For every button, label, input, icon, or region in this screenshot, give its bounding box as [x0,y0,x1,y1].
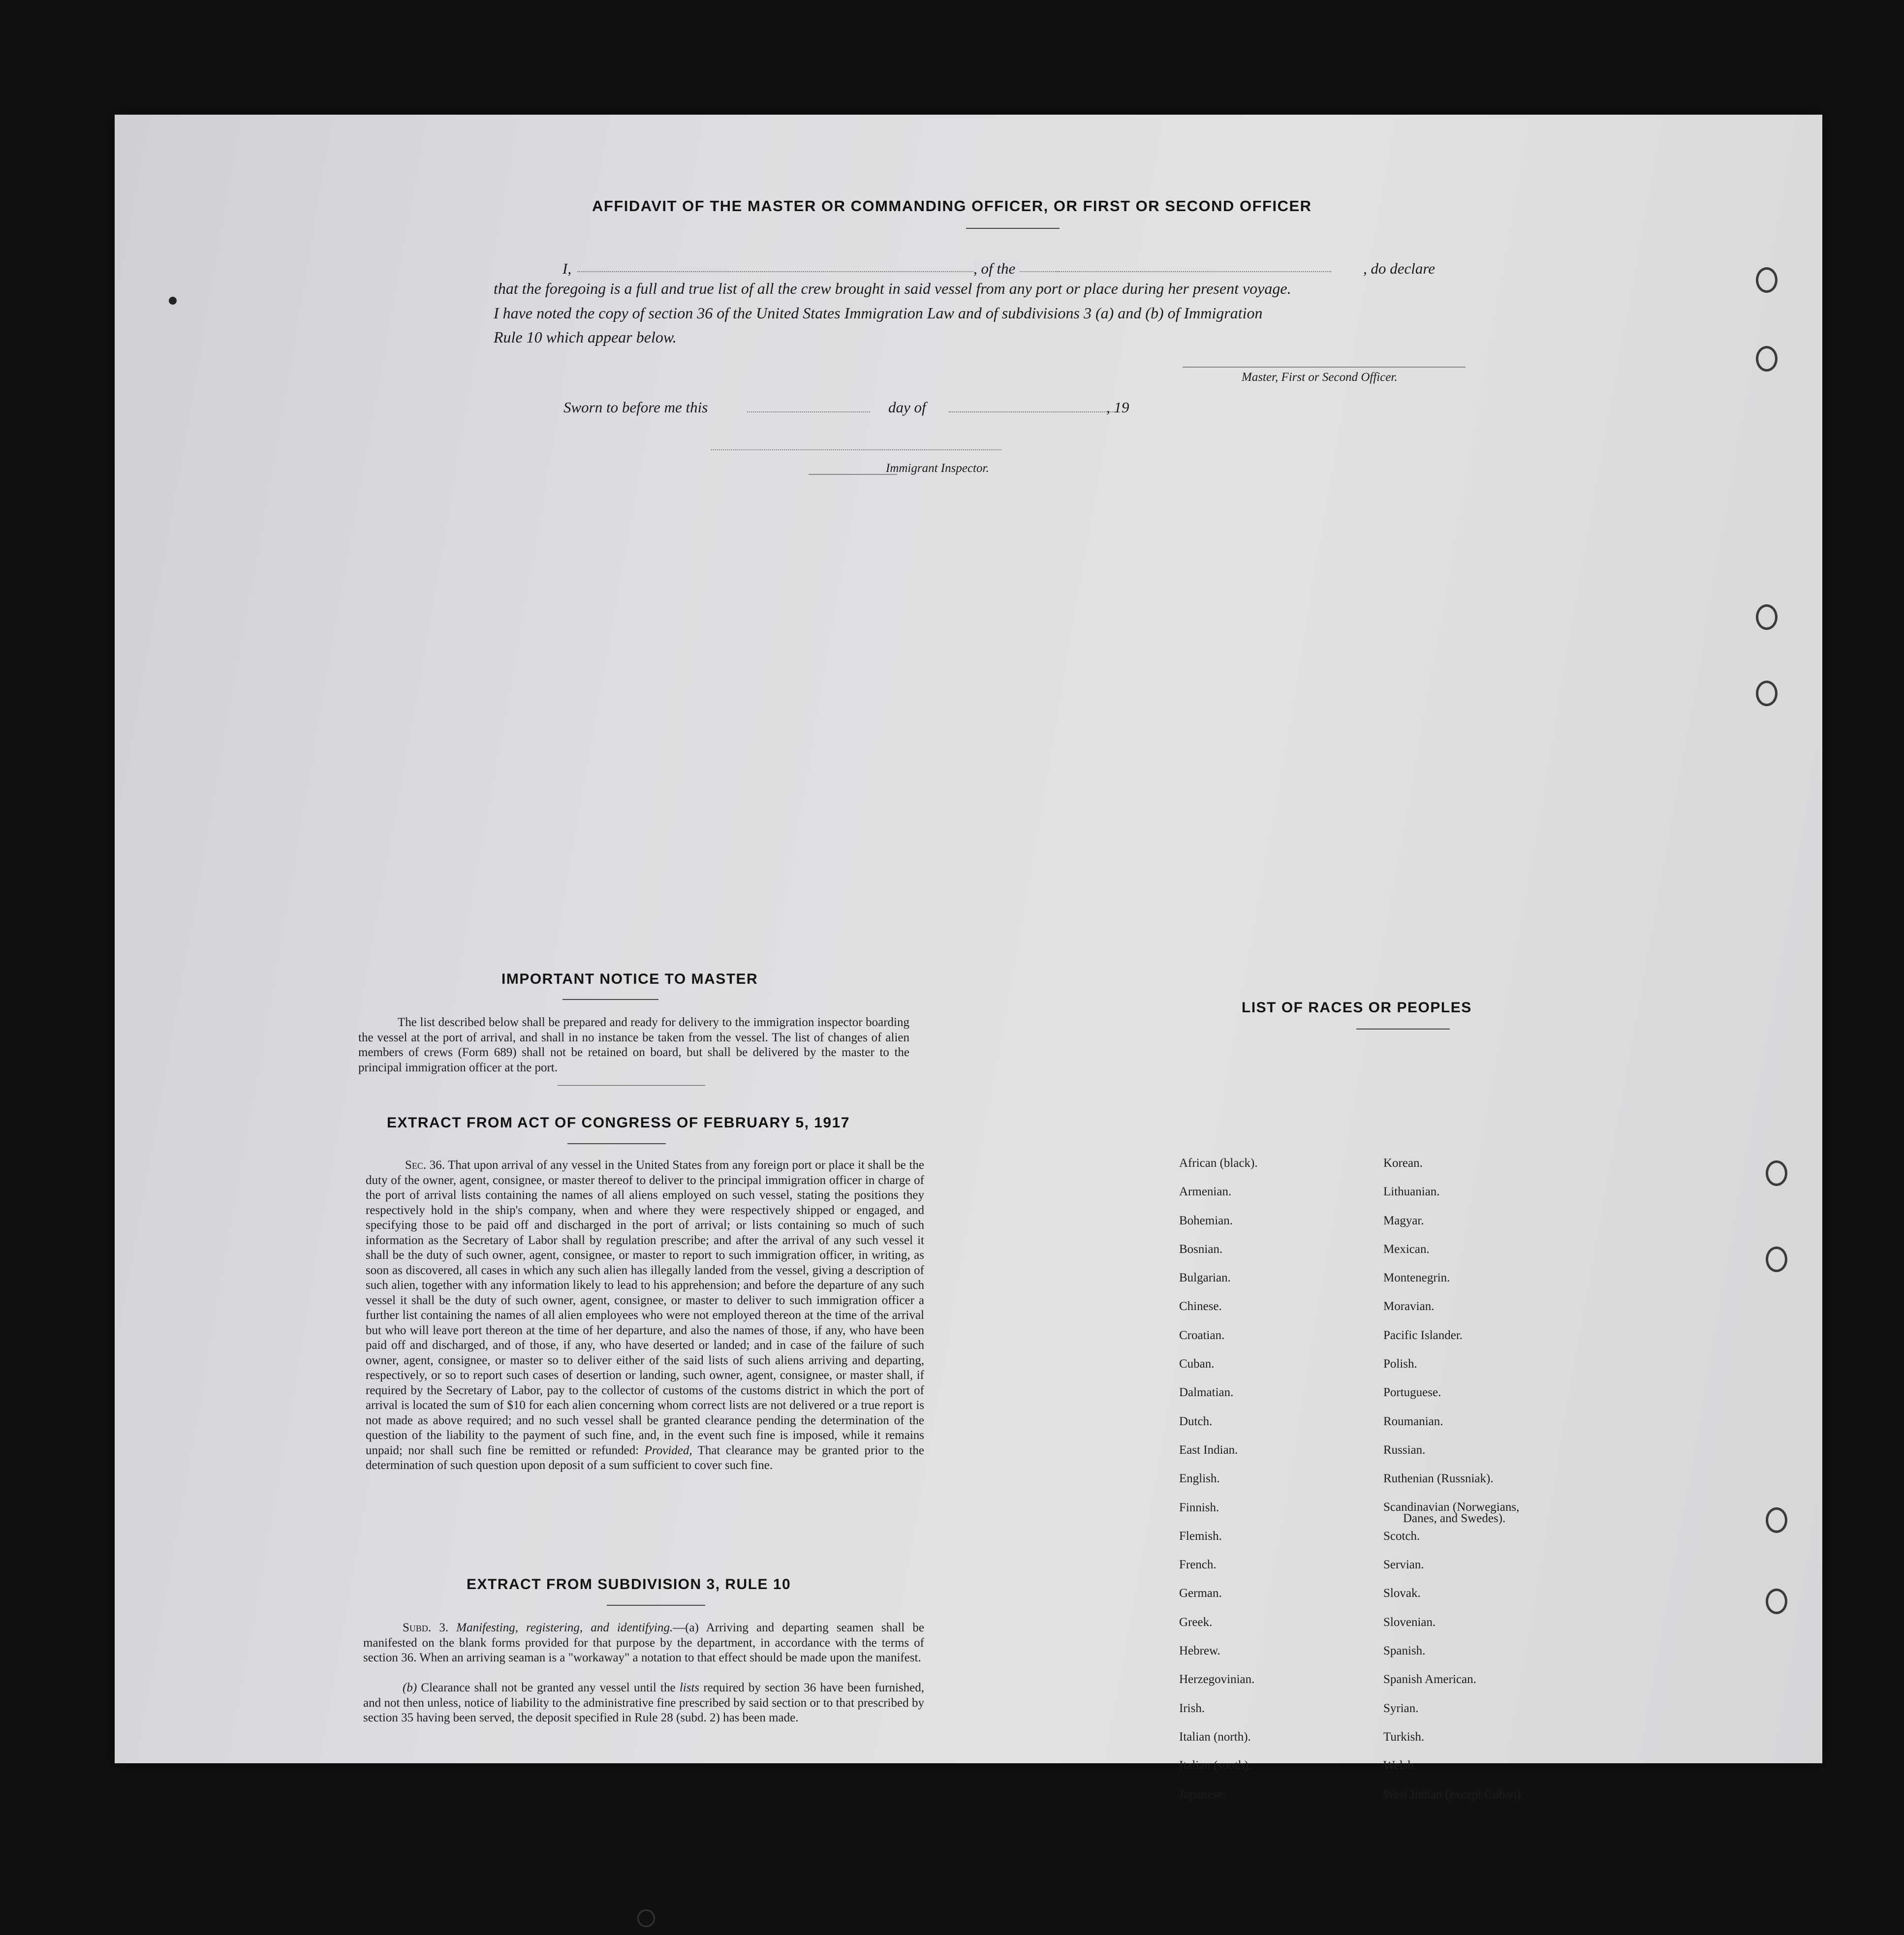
rule-extract-heading: EXTRACT FROM SUBDIVISION 3, RULE 10 [467,1576,791,1592]
binder-ring-icon [1756,346,1778,372]
race-item: Japanese. [1179,1787,1226,1801]
race-item: Bosnian. [1179,1242,1223,1256]
race-item: Russian. [1383,1443,1426,1457]
race-item: East Indian. [1179,1443,1238,1457]
race-item: Slovenian. [1383,1615,1436,1629]
race-item: Spanish American. [1383,1673,1476,1686]
race-item: Ruthenian (Russniak). [1383,1472,1494,1486]
race-item [1383,1500,1521,1529]
race-item: Welsh. [1383,1759,1417,1773]
sec-label: Sec. 36. [405,1158,445,1172]
para-b-label: (b) [403,1681,417,1694]
binder-ring-icon [1756,267,1778,293]
ink-dot [169,297,177,305]
inspector-short-line [809,474,897,475]
race-item: Finnish. [1179,1500,1219,1514]
affidavit-do-declare-label: , do declare [1363,260,1436,277]
binder-ring-icon [1756,681,1778,706]
inspector-label: Immigrant Inspector. [886,462,989,475]
affidavit-heading-rule [966,228,1060,229]
races-heading: LIST OF RACES OR PEOPLES [1242,999,1472,1016]
affidavit-i-label: I, [562,260,572,277]
races-right-column [1383,1156,1521,1816]
race-item: Polish. [1383,1357,1417,1371]
rule-extract-heading-rule [607,1605,705,1606]
punch-hole-icon [637,1909,655,1927]
binder-ring-icon [1766,1507,1787,1533]
race-item: Hebrew. [1179,1644,1220,1658]
act-extract-heading-rule [567,1143,666,1144]
race-item: Flemish. [1179,1529,1222,1543]
race-item: Herzegovinian. [1179,1673,1255,1686]
race-item: Lithuanian. [1383,1185,1440,1199]
race-item: West Indian (except Cuban) [1383,1787,1521,1801]
races-heading-rule [1356,1029,1450,1030]
race-item: Pacific Islander. [1383,1328,1463,1342]
year-label: , 19 [1106,399,1129,416]
para-b-text-2: required by section 36 have been furnished, and not then unless, notice of liability to the administrative fine prescribed by said section or to that prescribed by section 35 having been served, the deposit specified in Rule 28 (subd. 2) has been made. [363,1681,924,1724]
race-item: Cuban. [1179,1357,1215,1371]
sworn-month-field[interactable] [949,411,1116,412]
affidavit-line-3: Rule 10 which appear below. [494,328,677,346]
race-item: Mexican. [1383,1242,1430,1256]
subd-label: Subd. 3. [403,1621,449,1634]
binder-ring-icon [1766,1247,1787,1272]
document-sheet [115,115,1822,1801]
notice-text: The list described below shall be prepared and ready for delivery to the immigration inspector boarding the vessel at the port of arrival, and shall in no instance be taken from the vessel. The list of changes of alien members of crews (Form 689) shall not be retained on board, but shall be delivered by the master to the principal immigration officer at the port. [358,1016,909,1074]
act-extract-heading: EXTRACT FROM ACT OF CONGRESS OF FEBRUARY 5, 1917 [387,1115,850,1131]
race-item: Italian (north). [1179,1730,1251,1744]
race-item: German. [1179,1587,1222,1600]
race-item: French. [1179,1558,1217,1572]
inspector-signature-field[interactable] [711,449,1001,450]
race-item: African (black). [1179,1156,1258,1170]
race-item: Bulgarian. [1179,1271,1231,1285]
binder-ring-icon [1766,1589,1787,1614]
sworn-day-field[interactable] [747,411,870,412]
rule-extract-para-b [363,1681,924,1726]
master-signature-label: Master, First or Second Officer. [1242,371,1398,384]
race-item: Dutch. [1179,1414,1213,1428]
race-item: Magyar. [1383,1214,1424,1227]
race-item: Greek. [1179,1615,1213,1629]
race-item: English. [1179,1472,1220,1486]
race-item: Chinese. [1179,1300,1222,1313]
act-body: That upon arrival of any vessel in the United States from any foreign port or place it shall be the duty of the owner, agent, consignee, or master thereof to deliver to the principal immigration officer in charge of the port of arrival lists containing the names of all aliens employed on such vessel, stating the positions they respectively hold in the ship's company, when and where they were respectively shipped or engaged, and specifying those to be paid off and discharged in the port of arrival; or lists containing so much of such information as the Secretary of Labor shall by regulation prescribe; and after the arrival of any such vessel it shall be the duty of such owner, agent, consignee, or master to report to such immigration officer, in writing, as soon as discovered, all cases in which any such alien has illegally landed from the vessel, giving a description of such alien, together with any information likely to lead to his apprehension; and before the departure of any such vessel it shall be the duty of such owner, agent, consignee, or master to deliver to such immigration officer a further list containing the names of all alien employees who were not employed thereon at the time of the arrival but who will leave port thereon at the time of her departure, and also the names of those, if any, who have been paid off and discharged, and of those, if any, who have deserted or landed; and in case of the failure of such owner, agent, consignee, or master so to deliver either of the said lists of such aliens arriving and departing, respectively, or so to report such cases of desertion or landing, such owner, agent, consignee, or master shall, if required by the Secretary of Labor, pay to the collector of customs of the customs district in which the port of arrival is located the sum of $10 for each alien concerning whom correct lists are not delivered or a true report is not made as above required; and no such vessel shall be granted clearance pending the determination of the question of the liability to the payment of such fine, and, in the event such fine is imposed, while it remains unpaid; nor shall such fine be remitted or refunded: [366,1158,924,1457]
notice-heading: IMPORTANT NOTICE TO MASTER [501,971,758,987]
race-item: Dalmatian. [1179,1386,1234,1400]
notice-divider [558,1085,705,1086]
race-item: Portuguese. [1383,1386,1441,1400]
affidavit-line-2: I have noted the copy of section 36 of the United States Immigration Law and of subdivisions 3 (a) and (b) of Immigration [494,304,1263,322]
race-item: Korean. [1383,1156,1423,1170]
rule-extract-para-a [363,1621,924,1666]
sworn-label: Sworn to before me this [563,399,708,416]
subd-title: Manifesting, registering, and identifying. [456,1621,673,1634]
para-a-text: —(a) Arriving and departing seamen shall be manifested on the blank forms provided for that purpose by the department, in accordance with the terms of section 36. When an arriving seaman is a "workaway" a notation to that effect should be made upon the manifest. [363,1621,924,1664]
race-item: Croatian. [1179,1328,1225,1342]
race-item: Scotch. [1383,1529,1420,1543]
master-signature-field[interactable] [1183,367,1466,368]
race-item: Turkish. [1383,1730,1425,1744]
race-item: Moravian. [1383,1300,1435,1313]
race-item: Montenegrin. [1383,1271,1450,1285]
affidavit-heading: AFFIDAVIT OF THE MASTER OR COMMANDING OFFICER, OR FIRST OR SECOND OFFICER [592,197,1312,215]
act-body-end: That clearance may be granted prior to the determination of such question upon deposit of a sum sufficient to cover such fine. [366,1443,924,1472]
act-extract-text [366,1158,924,1473]
race-item: Irish. [1179,1701,1205,1715]
race-item: Armenian. [1179,1185,1232,1199]
affidavit-of-the-label: , of the [973,260,1019,278]
race-item: Bohemian. [1179,1214,1233,1227]
race-item: Italian (south). [1179,1759,1252,1773]
race-item: Slovak. [1383,1587,1421,1600]
race-item-line: Scandinavian (Norwegians, [1383,1500,1520,1514]
race-item-line: Danes, and Swedes). [1403,1511,1506,1525]
race-item: Roumanian. [1383,1414,1443,1428]
notice-heading-rule [562,999,658,1000]
binder-ring-icon [1756,604,1778,630]
day-of-label: day of [888,399,926,416]
para-b-text-1: Clearance shall not be granted any vessel until the [421,1681,676,1694]
vessel-name-field[interactable] [1056,271,1331,272]
para-b-lists: lists [679,1681,700,1694]
race-item: Spanish. [1383,1644,1426,1658]
binder-ring-icon [1766,1160,1787,1186]
provided-label: Provided, [644,1443,692,1457]
races-left-column [1179,1156,1258,1816]
affidavit-line-1: that the foregoing is a full and true list of all the crew brought in said vessel from any port or place during her present voyage. [494,280,1291,297]
race-item: Servian. [1383,1558,1424,1572]
race-item: Syrian. [1383,1701,1419,1715]
